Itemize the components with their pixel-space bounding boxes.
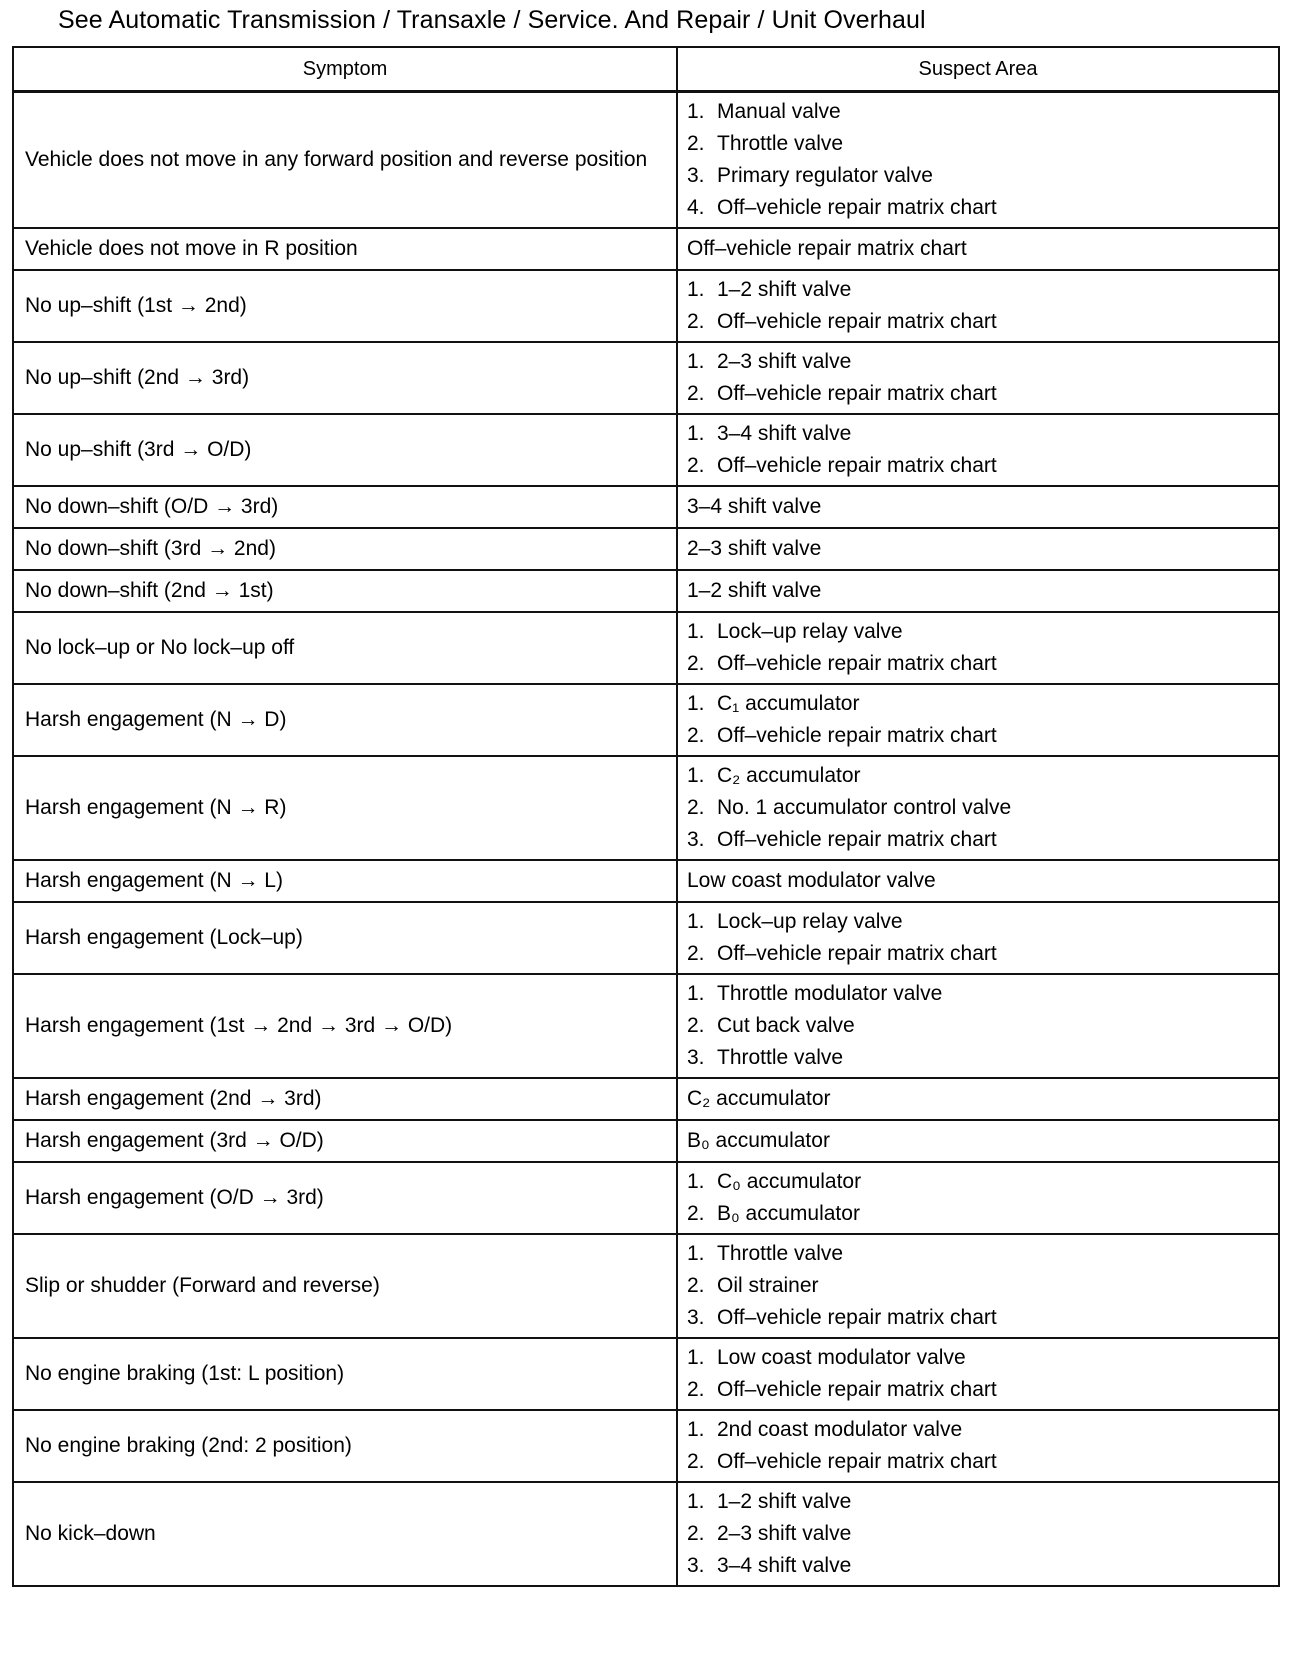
suspect-list xyxy=(687,1486,1270,1582)
suspect-area-text: 2–3 shift valve xyxy=(687,537,822,560)
table-row xyxy=(13,756,1279,860)
suspect-list-item xyxy=(687,906,1270,938)
suspect-list-item xyxy=(687,1042,1270,1074)
list-item-text: 2nd coast modulator valve xyxy=(717,1418,963,1441)
suspect-list xyxy=(687,760,1270,856)
list-item-number: 1. xyxy=(687,982,705,1005)
suspect-area-text: Low coast modulator valve xyxy=(687,869,936,892)
symptom-cell: Harsh engagement (3rd → O/D) xyxy=(13,1120,677,1162)
list-item-number: 2. xyxy=(687,1274,705,1297)
suspect-area-text: B₀ accumulator xyxy=(687,1129,830,1152)
suspect-list-item xyxy=(687,720,1270,752)
list-item-text: Low coast modulator valve xyxy=(717,1346,966,1369)
list-item-text: 1–2 shift valve xyxy=(717,1490,852,1513)
suspect-list xyxy=(687,688,1270,752)
list-item-text: Lock–up relay valve xyxy=(717,620,903,643)
suspect-area-cell xyxy=(677,1234,1279,1338)
suspect-area-cell xyxy=(677,570,1279,612)
diagnosis-table xyxy=(12,46,1280,1587)
column-header-suspect-area: Suspect Area xyxy=(677,47,1279,92)
suspect-list-item xyxy=(687,450,1270,482)
symptom-cell: No lock–up or No lock–up off xyxy=(13,612,677,684)
suspect-list-item xyxy=(687,1010,1270,1042)
list-item-number: 1. xyxy=(687,1418,705,1441)
list-item-number: 2. xyxy=(687,382,705,405)
table-body xyxy=(13,92,1279,1587)
suspect-area-cell xyxy=(677,270,1279,342)
list-item-number: 2. xyxy=(687,1450,705,1473)
suspect-area-cell xyxy=(677,684,1279,756)
list-item-text: 3–4 shift valve xyxy=(717,1554,852,1577)
suspect-list-item xyxy=(687,824,1270,856)
symptom-cell: No down–shift (2nd → 1st) xyxy=(13,570,677,612)
suspect-list-item xyxy=(687,938,1270,970)
suspect-list-item xyxy=(687,1550,1270,1582)
list-item-number: 1. xyxy=(687,278,705,301)
table-row xyxy=(13,1338,1279,1410)
suspect-list-item xyxy=(687,346,1270,378)
list-item-number: 1. xyxy=(687,1242,705,1265)
list-item-text: C₂ accumulator xyxy=(717,764,861,787)
list-item-text: Off–vehicle repair matrix chart xyxy=(717,942,997,965)
symptom-cell: Slip or shudder (Forward and reverse) xyxy=(13,1234,677,1338)
symptom-cell: No up–shift (3rd → O/D) xyxy=(13,414,677,486)
suspect-list-item xyxy=(687,378,1270,410)
suspect-area-cell xyxy=(677,414,1279,486)
header-row xyxy=(13,47,1279,92)
symptom-cell: Harsh engagement (N → L) xyxy=(13,860,677,902)
suspect-list-item xyxy=(687,1414,1270,1446)
suspect-area-cell xyxy=(677,756,1279,860)
suspect-list-item xyxy=(687,160,1270,192)
list-item-number: 2. xyxy=(687,454,705,477)
list-item-text: Off–vehicle repair matrix chart xyxy=(717,310,997,333)
list-item-number: 3. xyxy=(687,1046,705,1069)
list-item-text: Off–vehicle repair matrix chart xyxy=(717,1378,997,1401)
suspect-list-item xyxy=(687,418,1270,450)
suspect-list xyxy=(687,96,1270,224)
list-item-text: Manual valve xyxy=(717,100,841,123)
list-item-text: Off–vehicle repair matrix chart xyxy=(717,1306,997,1329)
list-item-number: 3. xyxy=(687,164,705,187)
symptom-cell: No down–shift (O/D → 3rd) xyxy=(13,486,677,528)
suspect-area-cell xyxy=(677,612,1279,684)
list-item-number: 1. xyxy=(687,1170,705,1193)
list-item-text: No. 1 accumulator control valve xyxy=(717,796,1012,819)
suspect-list-item xyxy=(687,792,1270,824)
suspect-list xyxy=(687,1238,1270,1334)
list-item-number: 1. xyxy=(687,422,705,445)
list-item-text: Throttle valve xyxy=(717,132,844,155)
list-item-text: Off–vehicle repair matrix chart xyxy=(717,724,997,747)
table-row xyxy=(13,528,1279,570)
table-row xyxy=(13,1162,1279,1234)
suspect-list-item xyxy=(687,1198,1270,1230)
list-item-text: Off–vehicle repair matrix chart xyxy=(717,454,997,477)
suspect-list-item xyxy=(687,648,1270,680)
list-item-text: Throttle valve xyxy=(717,1242,844,1265)
suspect-area-text: 3–4 shift valve xyxy=(687,495,822,518)
suspect-area-cell xyxy=(677,902,1279,974)
list-item-number: 1. xyxy=(687,100,705,123)
symptom-cell: Harsh engagement (2nd → 3rd) xyxy=(13,1078,677,1120)
page-title: See Automatic Transmission / Transaxle / Service. And Repair / Unit Overhaul xyxy=(58,6,926,34)
suspect-area-cell xyxy=(677,228,1279,270)
list-item-text: C₀ accumulator xyxy=(717,1170,862,1193)
symptom-cell: No up–shift (1st → 2nd) xyxy=(13,270,677,342)
table-row xyxy=(13,1078,1279,1120)
symptom-cell: Harsh engagement (O/D → 3rd) xyxy=(13,1162,677,1234)
table-row xyxy=(13,570,1279,612)
symptom-cell: No down–shift (3rd → 2nd) xyxy=(13,528,677,570)
list-item-number: 2. xyxy=(687,132,705,155)
column-header-symptom: Symptom xyxy=(13,47,677,92)
suspect-list-item xyxy=(687,128,1270,160)
list-item-text: Oil strainer xyxy=(717,1274,819,1297)
suspect-area-cell xyxy=(677,486,1279,528)
table-row xyxy=(13,342,1279,414)
suspect-list xyxy=(687,1342,1270,1406)
symptom-cell: No engine braking (1st: L position) xyxy=(13,1338,677,1410)
suspect-list-item xyxy=(687,1166,1270,1198)
list-item-number: 2. xyxy=(687,1522,705,1545)
table-row xyxy=(13,1120,1279,1162)
list-item-number: 4. xyxy=(687,196,705,219)
symptom-cell: Vehicle does not move in any forward position and reverse position xyxy=(13,92,677,229)
list-item-text: Cut back valve xyxy=(717,1014,855,1037)
symptom-cell: No engine braking (2nd: 2 position) xyxy=(13,1410,677,1482)
suspect-list xyxy=(687,418,1270,482)
suspect-area-cell xyxy=(677,528,1279,570)
list-item-text: 3–4 shift valve xyxy=(717,422,852,445)
symptom-cell: Harsh engagement (N → R) xyxy=(13,756,677,860)
list-item-number: 2. xyxy=(687,1378,705,1401)
suspect-list xyxy=(687,616,1270,680)
list-item-number: 2. xyxy=(687,1202,705,1225)
suspect-list-item xyxy=(687,1518,1270,1550)
suspect-area-cell xyxy=(677,1162,1279,1234)
list-item-number: 2. xyxy=(687,652,705,675)
suspect-area-text: Off–vehicle repair matrix chart xyxy=(687,237,967,260)
list-item-number: 1. xyxy=(687,692,705,715)
table-row xyxy=(13,612,1279,684)
suspect-list xyxy=(687,906,1270,970)
list-item-number: 2. xyxy=(687,310,705,333)
table-row xyxy=(13,1234,1279,1338)
table-row xyxy=(13,228,1279,270)
list-item-text: Lock–up relay valve xyxy=(717,910,903,933)
list-item-text: B₀ accumulator xyxy=(717,1202,860,1225)
table-row xyxy=(13,902,1279,974)
suspect-list-item xyxy=(687,978,1270,1010)
symptom-cell: No up–shift (2nd → 3rd) xyxy=(13,342,677,414)
suspect-list-item xyxy=(687,1342,1270,1374)
list-item-text: Off–vehicle repair matrix chart xyxy=(717,652,997,675)
list-item-number: 2. xyxy=(687,796,705,819)
suspect-list-item xyxy=(687,274,1270,306)
list-item-number: 1. xyxy=(687,350,705,373)
table-row xyxy=(13,92,1279,229)
list-item-number: 1. xyxy=(687,1490,705,1513)
suspect-area-cell xyxy=(677,1410,1279,1482)
list-item-number: 2. xyxy=(687,1014,705,1037)
suspect-list-item xyxy=(687,96,1270,128)
suspect-area-cell xyxy=(677,1338,1279,1410)
table-row xyxy=(13,1482,1279,1586)
symptom-cell: Vehicle does not move in R position xyxy=(13,228,677,270)
list-item-text: Throttle modulator valve xyxy=(717,982,943,1005)
suspect-list xyxy=(687,1166,1270,1230)
suspect-list-item xyxy=(687,1270,1270,1302)
symptom-cell: Harsh engagement (Lock–up) xyxy=(13,902,677,974)
table-row xyxy=(13,860,1279,902)
suspect-list xyxy=(687,346,1270,410)
table-row xyxy=(13,270,1279,342)
list-item-number: 3. xyxy=(687,1306,705,1329)
suspect-list-item xyxy=(687,1486,1270,1518)
list-item-text: Off–vehicle repair matrix chart xyxy=(717,828,997,851)
suspect-list xyxy=(687,978,1270,1074)
list-item-number: 2. xyxy=(687,942,705,965)
suspect-area-cell xyxy=(677,1120,1279,1162)
list-item-text: Off–vehicle repair matrix chart xyxy=(717,1450,997,1473)
list-item-text: C₁ accumulator xyxy=(717,692,860,715)
suspect-area-text: C₂ accumulator xyxy=(687,1087,831,1110)
list-item-text: 2–3 shift valve xyxy=(717,350,852,373)
suspect-area-cell xyxy=(677,1482,1279,1586)
table-row xyxy=(13,486,1279,528)
list-item-text: 2–3 shift valve xyxy=(717,1522,852,1545)
suspect-list-item xyxy=(687,616,1270,648)
suspect-list-item xyxy=(687,1374,1270,1406)
symptom-cell: Harsh engagement (1st → 2nd → 3rd → O/D) xyxy=(13,974,677,1078)
table-row xyxy=(13,684,1279,756)
suspect-area-cell xyxy=(677,860,1279,902)
list-item-text: Off–vehicle repair matrix chart xyxy=(717,196,997,219)
list-item-number: 1. xyxy=(687,1346,705,1369)
suspect-area-text: 1–2 shift valve xyxy=(687,579,822,602)
table-row xyxy=(13,414,1279,486)
suspect-list-item xyxy=(687,1446,1270,1478)
list-item-number: 1. xyxy=(687,620,705,643)
symptom-cell: Harsh engagement (N → D) xyxy=(13,684,677,756)
list-item-number: 1. xyxy=(687,764,705,787)
suspect-list-item xyxy=(687,306,1270,338)
symptom-cell: No kick–down xyxy=(13,1482,677,1586)
list-item-number: 1. xyxy=(687,910,705,933)
list-item-number: 3. xyxy=(687,1554,705,1577)
suspect-list-item xyxy=(687,192,1270,224)
suspect-list-item xyxy=(687,1238,1270,1270)
suspect-list-item xyxy=(687,760,1270,792)
list-item-number: 2. xyxy=(687,724,705,747)
table-row xyxy=(13,1410,1279,1482)
list-item-text: Primary regulator valve xyxy=(717,164,933,187)
list-item-text: 1–2 shift valve xyxy=(717,278,852,301)
suspect-area-cell xyxy=(677,342,1279,414)
table-row xyxy=(13,974,1279,1078)
list-item-text: Throttle valve xyxy=(717,1046,844,1069)
suspect-list-item xyxy=(687,1302,1270,1334)
suspect-area-cell xyxy=(677,1078,1279,1120)
suspect-area-cell xyxy=(677,92,1279,229)
list-item-text: Off–vehicle repair matrix chart xyxy=(717,382,997,405)
suspect-list xyxy=(687,1414,1270,1478)
list-item-number: 3. xyxy=(687,828,705,851)
suspect-list xyxy=(687,274,1270,338)
table-header xyxy=(13,47,1279,92)
suspect-list-item xyxy=(687,688,1270,720)
suspect-area-cell xyxy=(677,974,1279,1078)
